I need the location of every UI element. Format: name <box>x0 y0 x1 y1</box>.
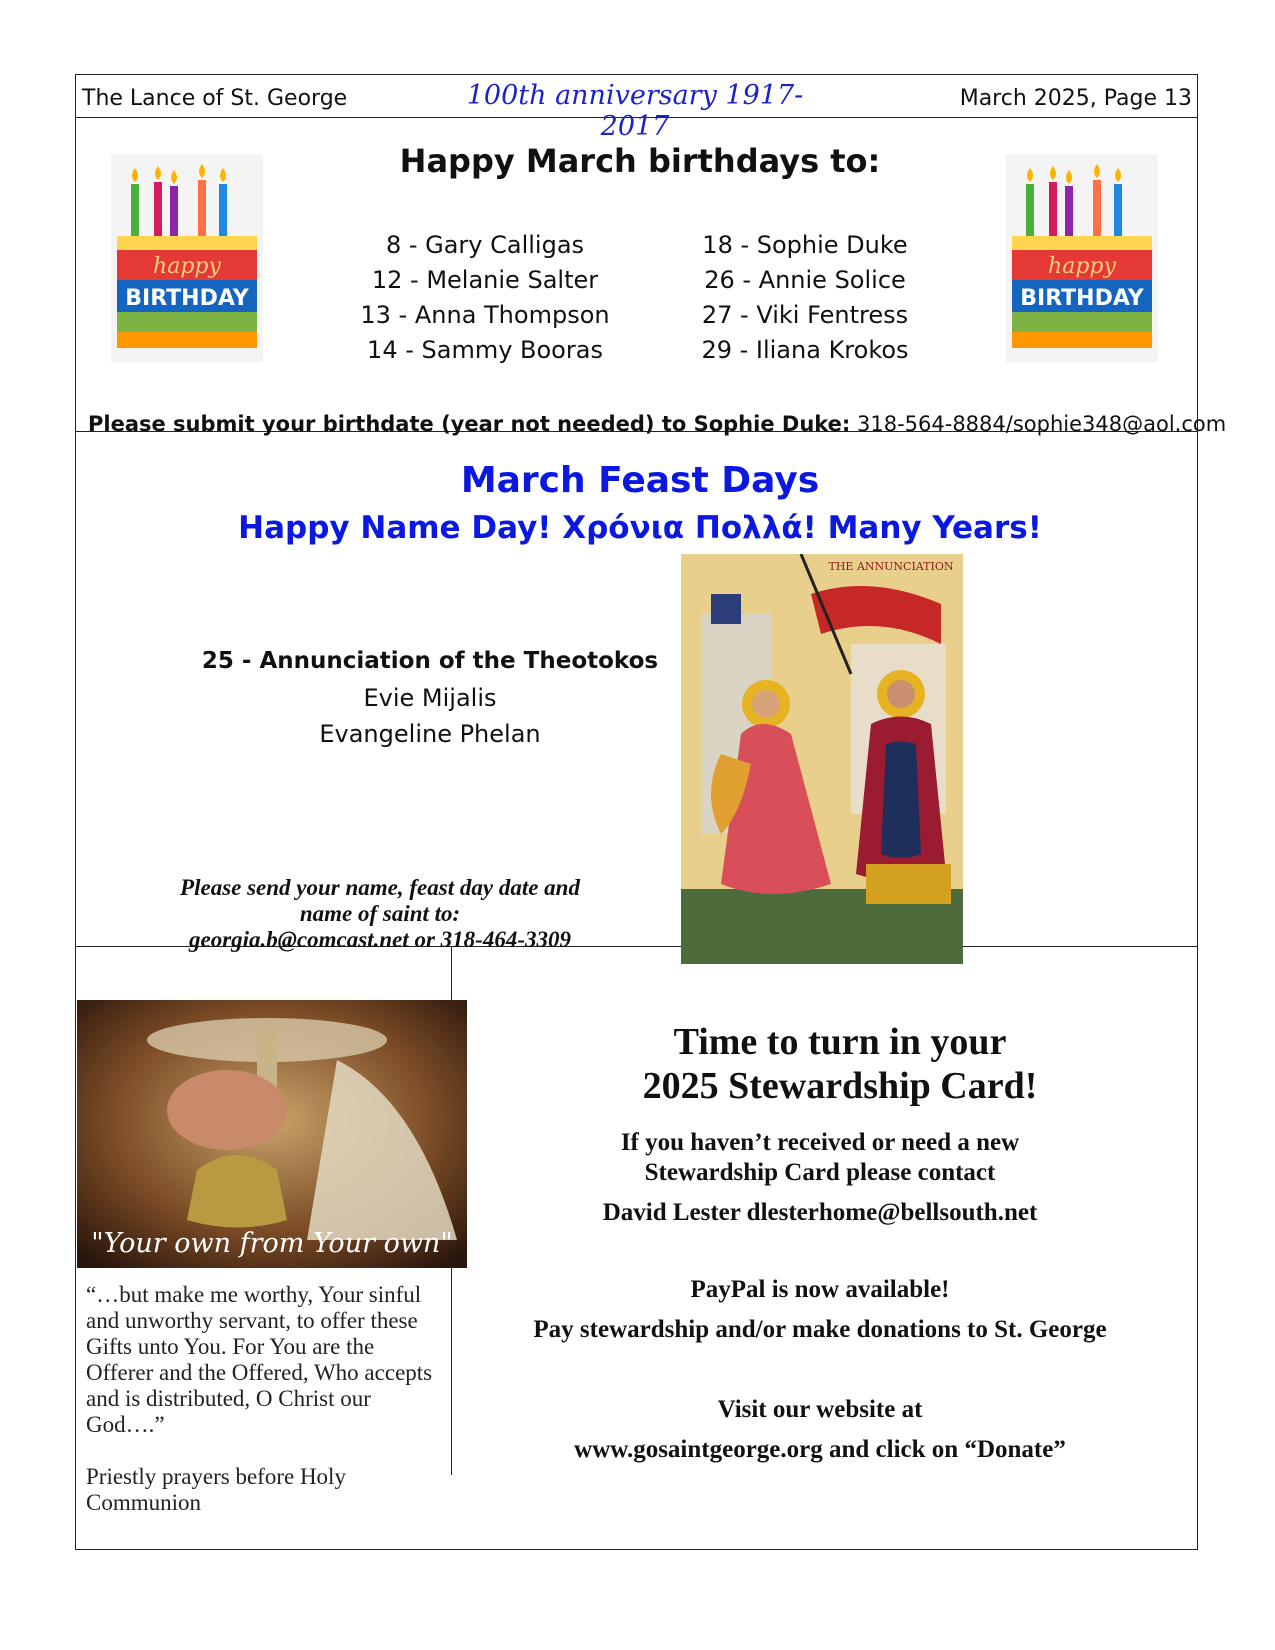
birthday-entry: 26 - Annie Solice <box>704 266 906 294</box>
feast-entry-heading: 25 - Annunciation of the Theotokos <box>201 648 659 674</box>
submit-contact-link[interactable]: 318-564-8884/sophie348@aol.com <box>857 412 1227 436</box>
website-note: Visit our website at www.gosaintgeorge.org and click on “Donate” <box>480 1390 1160 1470</box>
svg-text:"Your own from Your own": "Your own from Your own" <box>91 1228 453 1259</box>
birthday-submit-note <box>88 412 1227 436</box>
publication-title: The Lance of St. George <box>82 86 348 111</box>
svg-text:happy: happy <box>1048 254 1116 279</box>
feast-name: Evie Mijalis <box>363 684 497 712</box>
quote-source: Communion <box>86 1490 202 1515</box>
birthday-entry: 18 - Sophie Duke <box>702 231 908 259</box>
birthday-cake-image-right <box>1006 154 1158 362</box>
birthday-entry: 12 - Melanie Salter <box>371 266 599 294</box>
birthdays-title: Happy March birthdays to: <box>399 142 881 180</box>
svg-text:BIRTHDAY: BIRTHDAY <box>1020 286 1144 311</box>
birthday-entry: 29 - Iliana Krokos <box>701 336 909 364</box>
submit-instruction: Please submit your birthdate (year not needed) to Sophie Duke: <box>88 412 851 436</box>
birthday-entry: 27 - Viki Fentress <box>701 301 909 329</box>
stewardship-contact: If you haven’t received or need a new Stewardship Card please contact <box>620 1129 1020 1186</box>
birthday-entry: 13 - Anna Thompson <box>360 301 610 329</box>
stewardship-contact-email[interactable]: David Lester dlesterhome@bellsouth.net <box>602 1199 1038 1226</box>
feast-days-title: March Feast Days <box>460 460 820 501</box>
paypal-note: PayPal is now available! Pay stewardship and/or make donations to St. George <box>533 1276 1107 1343</box>
feast-contact-link[interactable]: georgia.b@comcast.net or 318-464-3309 <box>189 927 571 952</box>
feast-send-note: Please send your name, feast day date and name of saint to: georgia.b@comcast.net or 318-464-3309 <box>140 875 620 953</box>
feast-days-subtitle: Happy Name Day! Χρόνια Πολλά! Many Years! <box>238 510 1042 546</box>
birthday-entry: 14 - Sammy Booras <box>367 336 603 364</box>
birthday-cake-image-left <box>111 154 263 362</box>
feast-name: Evangeline Phelan <box>319 720 541 748</box>
svg-text:THE ANNUNCIATION: THE ANNUNCIATION <box>828 560 954 573</box>
issue-page: March 2025, Page 13 <box>959 86 1192 111</box>
website-link[interactable]: www.gosaintgeorge.org and click on “Donate” <box>574 1436 1066 1463</box>
communion-quote: “…but make me worthy, Your sinful and unworthy servant, to offer these Gifts unto You. For You are the Offerer and the Offered, Who accepts and is distributed, O Christ our God….” Priestly prayers before Holy Communion <box>86 1282 466 1516</box>
birthdays-column-2 <box>660 228 950 368</box>
annunciation-icon-image <box>681 554 963 964</box>
quote-source: Priestly prayers before Holy <box>86 1464 346 1489</box>
birthday-entry: 8 - Gary Calligas <box>385 231 585 259</box>
anniversary-banner: 100th anniversary 1917-2017 <box>466 80 804 142</box>
communion-photo <box>77 1000 467 1268</box>
birthdays-column-1 <box>340 228 630 368</box>
svg-text:happy: happy <box>153 254 221 279</box>
stewardship-title: Time to turn in your 2025 Stewardship Card! <box>642 1021 1038 1107</box>
svg-text:BIRTHDAY: BIRTHDAY <box>125 286 249 311</box>
